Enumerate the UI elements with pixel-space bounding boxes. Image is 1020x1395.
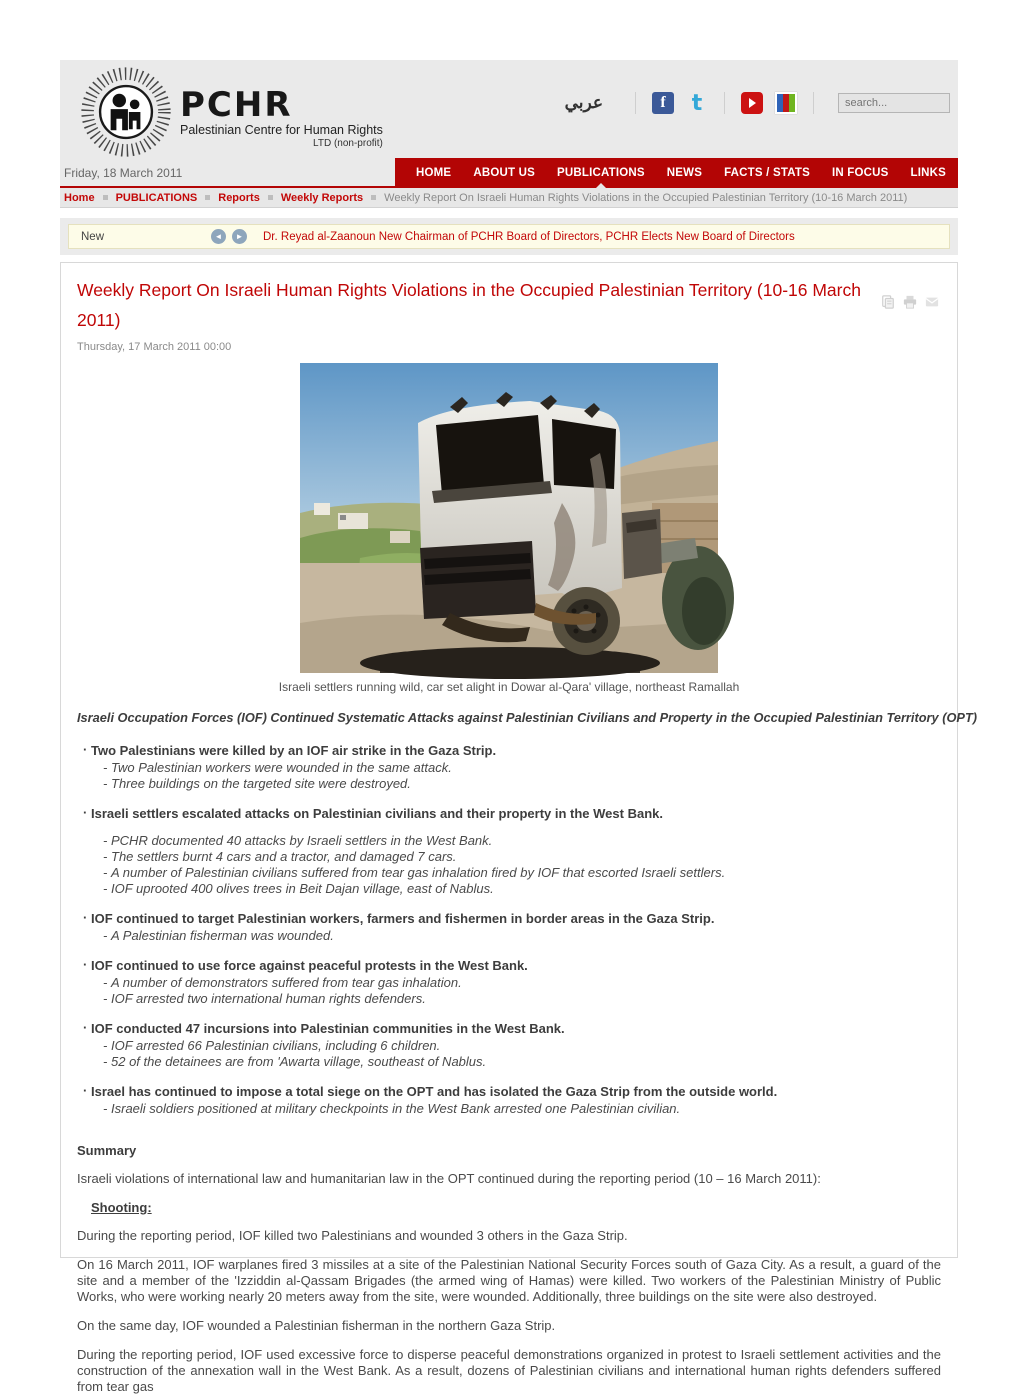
nav-item-home[interactable]: HOME bbox=[416, 167, 452, 179]
breadcrumb-publications[interactable]: PUBLICATIONS bbox=[115, 191, 198, 204]
breadcrumb-separator bbox=[205, 195, 210, 200]
media-stripes-icon[interactable] bbox=[775, 92, 797, 114]
sub-item: - IOF arrested two international human rights defenders. bbox=[77, 991, 941, 1007]
article-photo bbox=[300, 363, 718, 673]
youtube-icon[interactable] bbox=[741, 92, 763, 114]
pchr-logo[interactable] bbox=[78, 64, 383, 160]
sub-item: - Israeli soldiers positioned at military checkpoints in the West Bank arrested one Palestinian civilian. bbox=[77, 1101, 941, 1117]
sub-item: - The settlers burnt 4 cars and a tractor, and damaged 7 cars. bbox=[77, 849, 941, 865]
nav-item-links[interactable]: LINKS bbox=[910, 167, 946, 179]
top-margin bbox=[0, 0, 1020, 60]
breadcrumb-weekly-reports[interactable]: Weekly Reports bbox=[280, 191, 364, 204]
sub-item: - IOF uprooted 400 olives trees in Beit Dajan village, east of Nablus. bbox=[77, 881, 941, 897]
section-title: · IOF continued to use force against peaceful protests in the West Bank. bbox=[77, 958, 941, 973]
article-tools bbox=[881, 295, 939, 309]
ticker-label: New bbox=[81, 230, 105, 243]
logo-subtitle: LTD (non-profit) bbox=[313, 137, 383, 149]
sub-item: - Three buildings on the targeted site were destroyed. bbox=[77, 776, 941, 792]
email-icon[interactable] bbox=[925, 295, 939, 309]
sub-item: - Two Palestinian workers were wounded in the same attack. bbox=[77, 760, 941, 776]
nav-item-about-us[interactable]: ABOUT US bbox=[473, 167, 535, 179]
key-points bbox=[77, 743, 941, 1117]
key-point-section bbox=[77, 743, 941, 792]
sub-item: - 52 of the detainees are from 'Awarta village, southeast of Nablus. bbox=[77, 1054, 941, 1070]
site-date: Friday, 18 March 2011 bbox=[64, 166, 183, 180]
section-sub-list bbox=[77, 1101, 941, 1117]
lead-heading: Israeli Occupation Forces (IOF) Continued Systematic Attacks against Palestinian Civilians and Property in the Occupied Palestinian Territory (OPT) bbox=[77, 710, 978, 725]
logo-acronym: PCHR bbox=[180, 85, 293, 125]
summary-paragraph: On the same day, IOF wounded a Palestinian fisherman in the northern Gaza Strip. bbox=[77, 1318, 556, 1333]
sub-item: - IOF arrested 66 Palestinian civilians, including 6 children. bbox=[77, 1038, 941, 1054]
facebook-icon[interactable]: f bbox=[652, 92, 674, 114]
spacer bbox=[60, 255, 958, 262]
nav-item-in-focus[interactable]: IN FOCUS bbox=[831, 167, 889, 179]
nav-item-facts-stats[interactable]: FACTS / STATS bbox=[724, 167, 810, 179]
divider bbox=[724, 92, 725, 114]
photo-caption: Israeli settlers running wild, car set alight in Dowar al-Qara' village, northeast Ramallah bbox=[278, 680, 740, 694]
key-point-section bbox=[77, 806, 941, 897]
main-nav bbox=[395, 158, 958, 188]
photo-wrap bbox=[77, 363, 941, 678]
ticker-headline-link[interactable]: Dr. Reyad al-Zaanoun New Chairman of PCHR Board of Directors, PCHR Elects New Board of Directors bbox=[263, 230, 795, 243]
summary-paragraph: During the reporting period, IOF used excessive force to disperse peaceful demonstrations organized in protest to Israeli settlement activities and the construction of the annexation wall in the West Bank. As a result, dozens of Palestinian civilians and international human rights defenders suffered from tear gas bbox=[77, 1347, 941, 1394]
section-sub-list bbox=[77, 975, 941, 1007]
breadcrumb bbox=[60, 188, 958, 208]
search-box bbox=[838, 93, 950, 113]
page-container bbox=[60, 60, 978, 1394]
section-title: · IOF conducted 47 incursions into Palestinian communities in the West Bank. bbox=[77, 1021, 941, 1036]
breadcrumb-current-page: Weekly Report On Israeli Human Rights Violations in the Occupied Palestinian Territory (10-16 March 2011) bbox=[384, 191, 908, 204]
ticker-next-button[interactable]: ► bbox=[232, 229, 247, 244]
divider bbox=[813, 92, 814, 114]
sub-item: - A number of demonstrators suffered from tear gas inhalation. bbox=[77, 975, 941, 991]
divider bbox=[635, 92, 636, 114]
section-title: · Two Palestinians were killed by an IOF air strike in the Gaza Strip. bbox=[77, 743, 941, 758]
nav-item-publications[interactable]: PUBLICATIONS bbox=[546, 158, 656, 188]
site-header bbox=[60, 60, 958, 188]
logo-text bbox=[180, 85, 383, 149]
header-utilities bbox=[565, 92, 950, 114]
twitter-icon[interactable]: t bbox=[691, 90, 703, 116]
breadcrumb-home[interactable]: Home bbox=[64, 191, 95, 204]
breadcrumb-separator bbox=[371, 195, 376, 200]
key-point-section bbox=[77, 958, 941, 1007]
summary-paragraph: On 16 March 2011, IOF warplanes fired 3 missiles at a site of the Palestinian National Security Forces south of Gaza City. As a result, a guard of the site and a member of the 'Izziddin al-Qassam Brigades (the armed wing of Hamas) were killed. Two workers of the Palestinian Ministry of Public Works, who were working nearly 20 meters away from the site, were wounded. Additionally, three buildings on the site were also destroyed. bbox=[77, 1257, 941, 1304]
ticker-prev-button[interactable]: ◄ bbox=[211, 229, 226, 244]
article-date: Thursday, 17 March 2011 00:00 bbox=[77, 341, 232, 353]
key-point-section bbox=[77, 911, 941, 944]
summary-paragraph: During the reporting period, IOF killed two Palestinians and wounded 3 others in the Gaza Strip. bbox=[77, 1228, 628, 1243]
breadcrumb-separator bbox=[103, 195, 108, 200]
logo-name: Palestinian Centre for Human Rights bbox=[180, 122, 383, 137]
breadcrumb-separator bbox=[268, 195, 273, 200]
key-point-section bbox=[77, 1021, 941, 1070]
section-sub-list bbox=[77, 760, 941, 792]
nav-item-news[interactable]: NEWS bbox=[666, 167, 703, 179]
section-sub-list bbox=[77, 1038, 941, 1070]
section-sub-list bbox=[77, 928, 941, 944]
search-input[interactable] bbox=[838, 93, 950, 113]
sub-item: - PCHR documented 40 attacks by Israeli settlers in the West Bank. bbox=[77, 833, 941, 849]
breadcrumb-reports[interactable]: Reports bbox=[218, 191, 260, 204]
sub-item: - A number of Palestinian civilians suffered from tear gas inhalation fired by IOF that escorted Israeli settlers. bbox=[77, 865, 941, 881]
summary-intro: Israeli violations of international law and humanitarian law in the OPT continued during the reporting period (10 – 16 March 2011): bbox=[77, 1171, 821, 1186]
shooting-heading: Shooting: bbox=[91, 1200, 152, 1215]
news-ticker-container bbox=[60, 218, 958, 255]
section-sub-list bbox=[77, 833, 941, 897]
section-title: · Israeli settlers escalated attacks on Palestinian civilians and their property in the West Bank. bbox=[77, 806, 941, 821]
section-title: · IOF continued to target Palestinian workers, farmers and fishermen in border areas in the Gaza Strip. bbox=[77, 911, 941, 926]
print-icon[interactable] bbox=[903, 295, 917, 309]
news-ticker bbox=[68, 224, 950, 249]
pdf-export-icon[interactable] bbox=[881, 295, 895, 309]
sub-item: - A Palestinian fisherman was wounded. bbox=[77, 928, 941, 944]
section-title: · Israel has continued to impose a total siege on the OPT and has isolated the Gaza Strip from the outside world. bbox=[77, 1084, 941, 1099]
key-point-section bbox=[77, 1084, 941, 1117]
summary-section bbox=[77, 1143, 941, 1395]
article-panel bbox=[60, 262, 978, 1394]
arabic-language-link[interactable]: عربي bbox=[564, 93, 603, 112]
article-title: Weekly Report On Israeli Human Rights Violations in the Occupied Palestinian Territory (10-16 March 2011) bbox=[77, 280, 861, 330]
summary-heading: Summary bbox=[77, 1143, 137, 1158]
pchr-sunburst-icon bbox=[78, 64, 174, 160]
spacer bbox=[60, 208, 958, 218]
